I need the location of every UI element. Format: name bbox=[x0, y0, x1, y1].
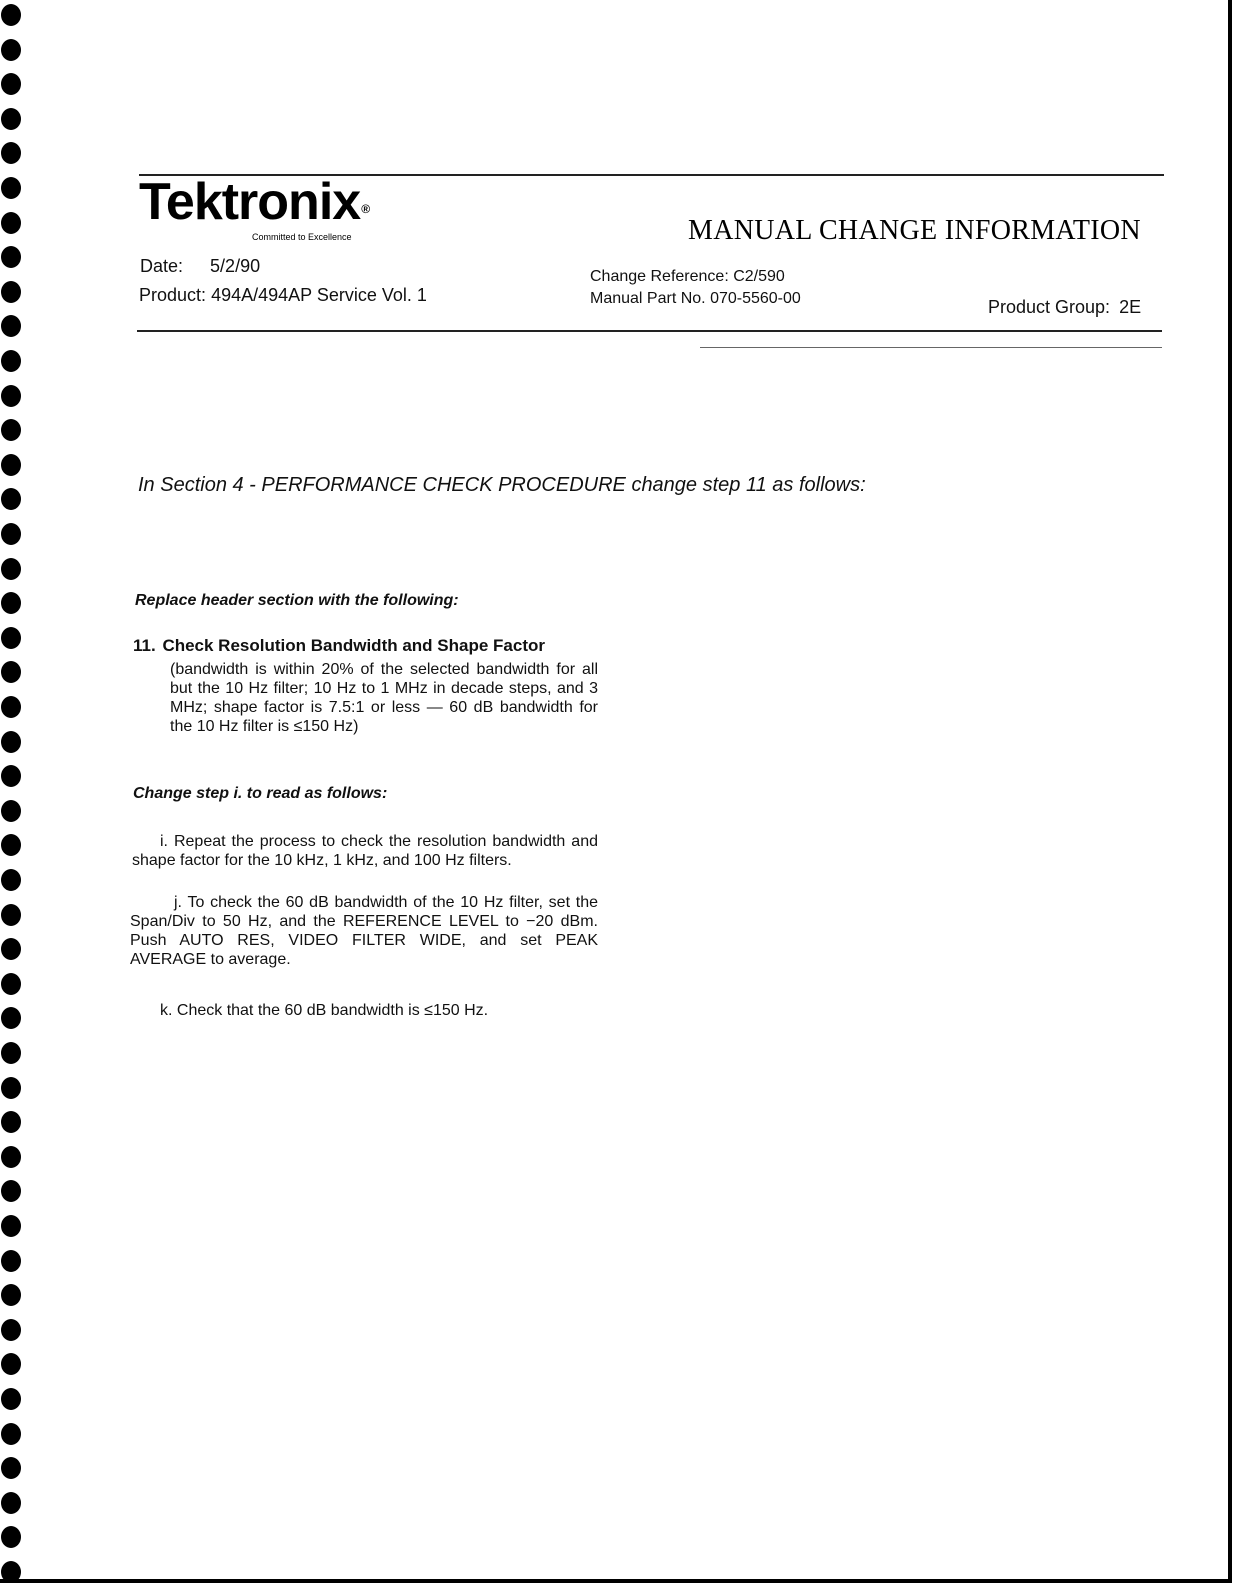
change-reference-value: C2/590 bbox=[733, 268, 785, 285]
header-bottom-rule bbox=[137, 330, 1162, 332]
punch-hole bbox=[1, 246, 21, 268]
punch-hole bbox=[1, 1111, 21, 1133]
punch-hole bbox=[1, 1180, 21, 1202]
logo-tagline: Committed to Excellence bbox=[252, 232, 352, 242]
punch-hole bbox=[1, 488, 21, 510]
punch-hole bbox=[1, 627, 21, 649]
registered-mark: ® bbox=[361, 202, 370, 216]
punch-hole bbox=[1, 4, 21, 26]
punch-hole bbox=[1, 1423, 21, 1445]
punch-hole bbox=[1, 834, 21, 856]
punch-hole bbox=[1, 1250, 21, 1272]
punch-hole bbox=[1, 938, 21, 960]
punch-hole bbox=[1, 350, 21, 372]
punch-hole bbox=[1, 385, 21, 407]
step-11-description: (bandwidth is within 20% of the selected bandwidth for all but the 10 Hz filter; 10 Hz to 1 MHz in decade steps, and 3 MHz; shape factor is 7.5:1 or less — 60 dB bandwidth for the 10 Hz filter is ≤150 Hz) bbox=[170, 661, 598, 735]
punch-hole bbox=[1, 904, 21, 926]
punch-hole bbox=[1, 177, 21, 199]
punch-hole bbox=[1, 108, 21, 130]
punch-hole bbox=[1, 1319, 21, 1341]
punch-hole bbox=[1, 869, 21, 891]
replace-header-heading: Replace header section with the following: bbox=[135, 592, 459, 609]
change-step-heading: Change step i. to read as follows: bbox=[133, 785, 388, 802]
step-number: 11. bbox=[133, 636, 156, 655]
punch-hole bbox=[1, 592, 21, 614]
punch-hole bbox=[1, 315, 21, 337]
logo-wordmark: Tektronix bbox=[139, 173, 361, 231]
punch-hole bbox=[1, 1042, 21, 1064]
punch-hole bbox=[1, 731, 21, 753]
punch-hole bbox=[1, 696, 21, 718]
step-j-paragraph: j. To check the 60 dB bandwidth of the 10 Hz filter, set the Span/Div to 50 Hz, and the REFERENCE LEVEL to −20 dBm. Push AUTO RES, VIDEO FILTER WIDE, and set PEAK AVERAGE to average. bbox=[130, 894, 598, 968]
manual-part-value: 070-5560-00 bbox=[710, 290, 801, 307]
punch-hole bbox=[1, 73, 21, 95]
punch-hole bbox=[1, 281, 21, 303]
manual-part-row bbox=[590, 290, 801, 308]
punch-hole bbox=[1, 1388, 21, 1410]
product-label: Product: bbox=[139, 285, 207, 305]
punch-hole bbox=[1, 661, 21, 683]
punch-hole bbox=[1, 1353, 21, 1375]
date-value: 5/2/90 bbox=[210, 256, 261, 276]
section-intro: In Section 4 - PERFORMANCE CHECK PROCEDURE change step 11 as follows: bbox=[138, 474, 866, 496]
step-title-text: Check Resolution Bandwidth and Shape Factor bbox=[162, 636, 545, 655]
punch-hole bbox=[1, 1284, 21, 1306]
document-title: MANUAL CHANGE INFORMATION bbox=[688, 215, 1141, 246]
punch-hole bbox=[1, 39, 21, 61]
punch-hole bbox=[1, 142, 21, 164]
tektronix-logo bbox=[139, 172, 369, 232]
punch-hole bbox=[1, 1007, 21, 1029]
manual-part-label: Manual Part No. bbox=[590, 290, 706, 307]
product-group-row bbox=[988, 297, 1141, 318]
change-reference-label: Change Reference: bbox=[590, 268, 729, 285]
punch-hole bbox=[1, 1492, 21, 1514]
punch-hole bbox=[1, 454, 21, 476]
punch-hole bbox=[1, 1077, 21, 1099]
product-group-value: 2E bbox=[1119, 297, 1142, 317]
product-group-label: Product Group: bbox=[988, 297, 1111, 317]
punch-hole bbox=[1, 1561, 21, 1583]
punch-hole bbox=[1, 973, 21, 995]
step-11-title bbox=[133, 636, 545, 656]
step-k-paragraph: k. Check that the 60 dB bandwidth is ≤150 Hz. bbox=[160, 1002, 489, 1019]
punch-hole bbox=[1, 523, 21, 545]
punch-hole bbox=[1, 765, 21, 787]
punch-hole bbox=[1, 1215, 21, 1237]
punch-hole bbox=[1, 1146, 21, 1168]
punch-hole bbox=[1, 558, 21, 580]
product-row bbox=[139, 285, 427, 306]
punch-hole bbox=[1, 212, 21, 234]
punch-hole bbox=[1, 1526, 21, 1548]
punch-hole bbox=[1, 800, 21, 822]
date-label: Date: bbox=[140, 256, 184, 276]
binder-punch-holes bbox=[0, 0, 40, 1587]
change-reference-row bbox=[590, 268, 785, 286]
step-i-paragraph: i. Repeat the process to check the resolution bandwidth and shape factor for the 10 kHz, 1 kHz, and 100 Hz filters. bbox=[132, 833, 598, 869]
header-bottom-rule-faint bbox=[700, 347, 1162, 348]
date-row bbox=[140, 256, 260, 277]
punch-hole bbox=[1, 1457, 21, 1479]
punch-hole bbox=[1, 419, 21, 441]
product-value: 494A/494AP Service Vol. 1 bbox=[211, 285, 427, 305]
